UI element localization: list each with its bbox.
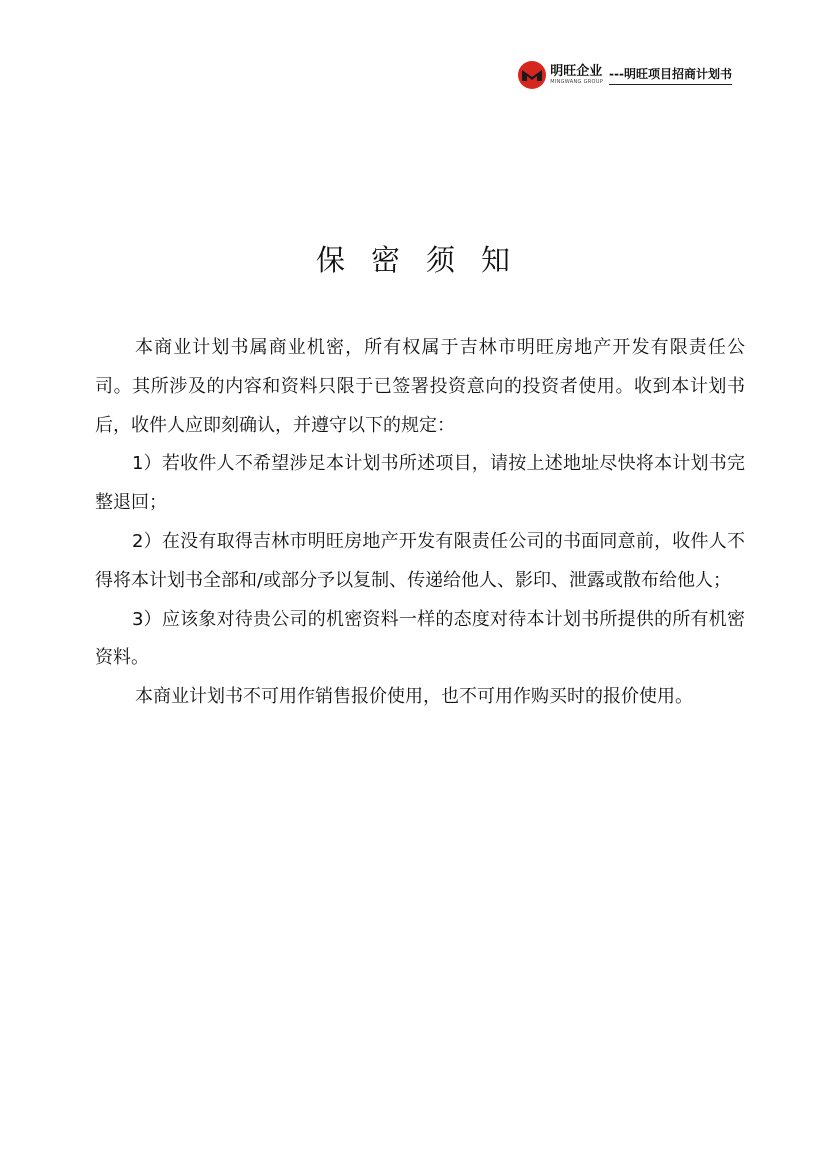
paragraph-rule-1: 1）若收件人不希望涉足本计划书所述项目，请按上述地址尽快将本计划书完整退回； (95, 453, 745, 514)
document-title: 保密须知 (315, 243, 536, 277)
mingwang-logo-icon (517, 60, 547, 90)
header-tagline: ---明旺项目招商计划书 (609, 65, 732, 85)
paragraph-intro: 本商业计划书属商业机密，所有权属于吉林市明旺房地产开发有限责任公司。其所涉及的内容和资料只限于已签署投资意向的投资者使用。收到本计划书后，收件人应即刻确认，并遵守以下的规定： (95, 337, 745, 436)
logo-name-cn: 明旺企业 (550, 64, 603, 79)
page-header (517, 60, 732, 90)
document-body (95, 329, 745, 717)
paragraph-closing: 本商业计划书不可用作销售报价使用，也不可用作购买时的报价使用。 (135, 686, 693, 708)
paragraph-rule-2: 2）在没有取得吉林市明旺房地产开发有限责任公司的书面同意前，收件人不得将本计划书全部和/或部分予以复制、传递给他人、影印、泄露或散布给他人； (95, 530, 745, 591)
logo-name-en: MINGWANG GROUP (550, 79, 604, 85)
company-logo (517, 60, 603, 90)
paragraph-rule-3: 3）应该象对待贵公司的机密资料一样的态度对待本计划书所提供的所有机密资料。 (95, 608, 745, 669)
